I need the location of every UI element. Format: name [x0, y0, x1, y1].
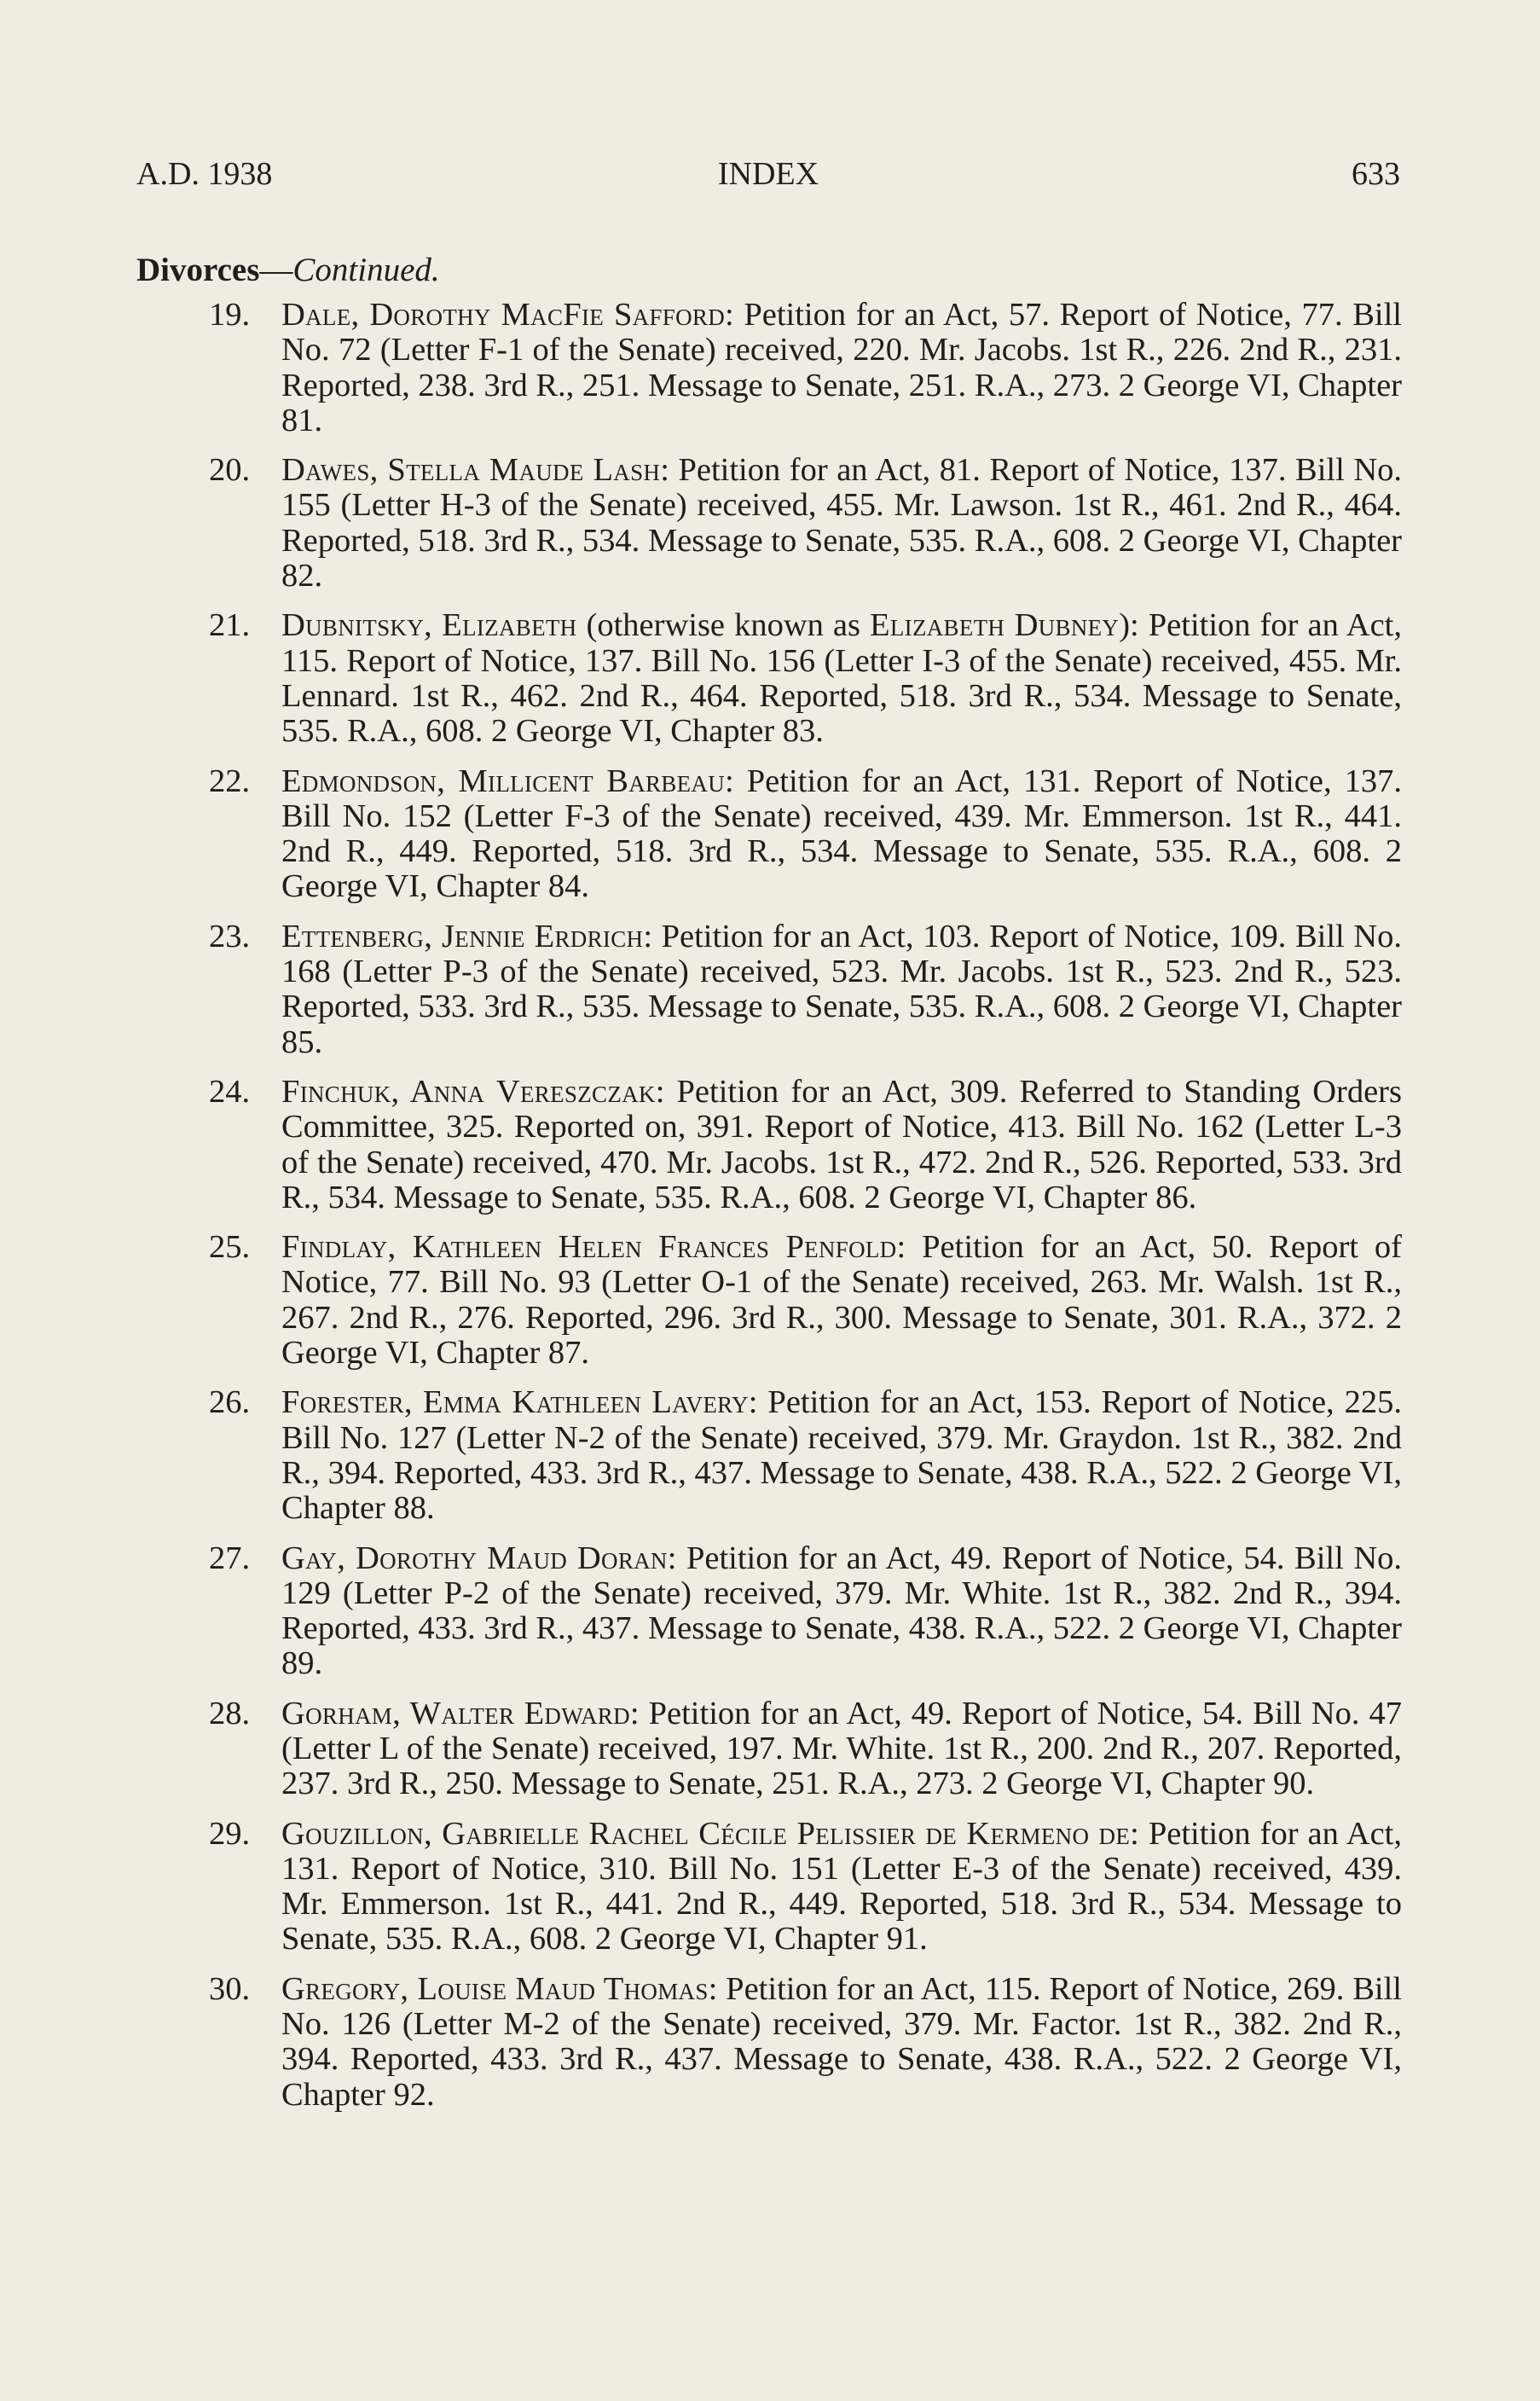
- entry-text: : Petition for an Act, 115. Report of Notice, 269. Bill No. 126 (Letter M-2 of the Senate) received, 379. Mr. Factor. 1st R., 382. 2nd R., 394. Reported, 433. 3rd R., 437. Message to Senate, 438. R.A., 522. 2 George VI, Chapter 92.: [281, 1970, 1402, 2113]
- header-title: INDEX: [717, 156, 819, 192]
- entry-text-continued: ): Petition for an Act, 115. Report of Notice, 137. Bill No. 156 (Letter I-3 of the Senate) received, 455. Mr. Lennard. 1st R., 462. 2nd R., 464. Reported, 518. 3rd R., 534. Message to Senate, 535. R.A., 608. 2 George VI, Chapter 83.: [281, 607, 1403, 750]
- entry-number: 28.: [209, 1695, 251, 1731]
- entry-number: 26.: [209, 1384, 251, 1421]
- entry-text: (otherwise known as: [576, 607, 871, 644]
- entry-name: Dale, Dorothy MacFie Safford: [281, 297, 726, 333]
- entry-name: Forester, Emma Kathleen Lavery: [281, 1384, 749, 1421]
- entry-text: : Petition for an Act, 153. Report of Notice, 225. Bill No. 127 (Letter N-2 of the Senate) received, 379. Mr. Graydon. 1st R., 382. 2nd R., 394. Reported, 433. 3rd R., 437. Message to Senate, 438. R.A., 522. 2 George VI, Chapter 88.: [281, 1384, 1402, 1527]
- entry-text: : Petition for an Act, 49. Report of Notice, 54. Bill No. 47 (Letter L of the Senate) received, 197. Mr. White. 1st R., 200. 2nd R., 207. Reported, 237. 3rd R., 250. Message to Senate, 251. R.A., 273. 2 George VI, Chapter 90.: [281, 1695, 1402, 1802]
- entry-number: 25.: [209, 1229, 251, 1266]
- section-dash: —: [259, 252, 293, 288]
- index-entry-21: [209, 607, 1403, 750]
- entry-text: : Petition for an Act, 131. Report of Notice, 137. Bill No. 152 (Letter F-3 of the Senate) received, 439. Mr. Emmerson. 1st R., 441. 2nd R., 449. Reported, 518. 3rd R., 534. Message to Senate, 535. R.A., 608. 2 George VI, Chapter 84.: [281, 763, 1403, 905]
- entry-alias-name: Elizabeth Dubney: [870, 607, 1120, 644]
- index-entry-19: [209, 297, 1402, 438]
- entry-number: 22.: [209, 763, 251, 799]
- entry-text: : Petition for an Act, 50. Report of Notice, 77. Bill No. 93 (Letter O-1 of the Senate) received, 263. Mr. Walsh. 1st R., 267. 2nd R., 276. Reported, 296. 3rd R., 300. Message to Senate, 301. R.A., 372. 2 George VI, Chapter 87.: [281, 1229, 1402, 1372]
- entry-number: 27.: [209, 1540, 251, 1576]
- index-entry-29: [209, 1815, 1402, 1957]
- entry-number: 24.: [209, 1073, 251, 1110]
- entry-number: 19.: [209, 297, 251, 333]
- index-content: [136, 252, 1402, 2127]
- index-entry-23: [209, 918, 1402, 1060]
- index-entry-27: [209, 1540, 1402, 1682]
- index-entry-30: [209, 1970, 1402, 2113]
- entry-name: Finchuk, Anna Vereszczak: [281, 1073, 656, 1110]
- entry-text: : Petition for an Act, 81. Report of Notice, 137. Bill No. 155 (Letter H-3 of the Senate) received, 455. Mr. Lawson. 1st R., 461. 2nd R., 464. Reported, 518. 3rd R., 534. Message to Senate, 535. R.A., 608. 2 George VI, Chapter 82.: [281, 452, 1403, 594]
- entry-text: : Petition for an Act, 131. Report of Notice, 310. Bill No. 151 (Letter E-3 of the Senate) received, 439. Mr. Emmerson. 1st R., 441. 2nd R., 449. Reported, 518. 3rd R., 534. Message to Senate, 535. R.A., 608. 2 George VI, Chapter 91.: [281, 1815, 1402, 1957]
- entry-name: Gay, Dorothy Maud Doran: [281, 1540, 668, 1576]
- entry-text: : Petition for an Act, 103. Report of Notice, 109. Bill No. 168 (Letter P-3 of the Senate) received, 523. Mr. Jacobs. 1st R., 523. 2nd R., 523. Reported, 533. 3rd R., 535. Message to Senate, 535. R.A., 608. 2 George VI, Chapter 85.: [281, 918, 1402, 1060]
- index-entry-26: [209, 1384, 1402, 1527]
- entry-number: 30.: [209, 1970, 251, 2007]
- index-entry-25: [209, 1229, 1402, 1372]
- section-title: Divorces: [136, 252, 260, 288]
- entry-number: 29.: [209, 1815, 251, 1852]
- section-heading: [136, 252, 1402, 289]
- section-continued: Continued.: [292, 252, 440, 288]
- entry-name: Edmondson, Millicent Barbeau: [281, 763, 726, 799]
- entry-text: : Petition for an Act, 49. Report of Notice, 54. Bill No. 129 (Letter P-2 of the Senate) received, 379. Mr. White. 1st R., 382. 2nd R., 394. Reported, 433. 3rd R., 437. Message to Senate, 438. R.A., 522. 2 George VI, Chapter 89.: [281, 1540, 1402, 1682]
- entry-name: Dubnitsky, Elizabeth: [281, 607, 577, 644]
- entry-name: Ettenberg, Jennie Erdrich: [281, 918, 644, 954]
- index-entry-22: [209, 763, 1403, 905]
- entry-number: 21.: [209, 607, 251, 644]
- entry-text: : Petition for an Act, 309. Referred to Standing Orders Committee, 325. Reported on, 391. Report of Notice, 413. Bill No. 162 (Letter L-3 of the Senate) received, 470. Mr. Jacobs. 1st R., 472. 2nd R., 526. Reported, 533. 3rd R., 534. Message to Senate, 535. R.A., 608. 2 George VI, Chapter 86.: [281, 1073, 1402, 1215]
- header-year: A.D. 1938: [136, 156, 273, 192]
- entry-name: Gorham, Walter Edward: [281, 1695, 630, 1731]
- index-entry-28: [209, 1695, 1402, 1802]
- page-number: 633: [1352, 156, 1400, 192]
- entry-text: : Petition for an Act, 57. Report of Notice, 77. Bill No. 72 (Letter F-1 of the Senate) received, 220. Mr. Jacobs. 1st R., 226. 2nd R., 231. Reported, 238. 3rd R., 251. Message to Senate, 251. R.A., 273. 2 George VI, Chapter 81.: [281, 297, 1402, 438]
- entry-name: Findlay, Kathleen Helen Frances Penfold: [281, 1229, 897, 1266]
- entry-name: Gouzillon, Gabrielle Rachel Cécile Pelissier de Kermeno de: [281, 1815, 1131, 1852]
- entry-name: Dawes, Stella Maude Lash: [281, 452, 661, 489]
- entry-number: 20.: [209, 452, 251, 489]
- entry-number: 23.: [209, 918, 251, 954]
- index-entry-24: [209, 1073, 1402, 1215]
- index-entry-20: [209, 452, 1403, 594]
- entry-name: Gregory, Louise Maud Thomas: [281, 1970, 709, 2007]
